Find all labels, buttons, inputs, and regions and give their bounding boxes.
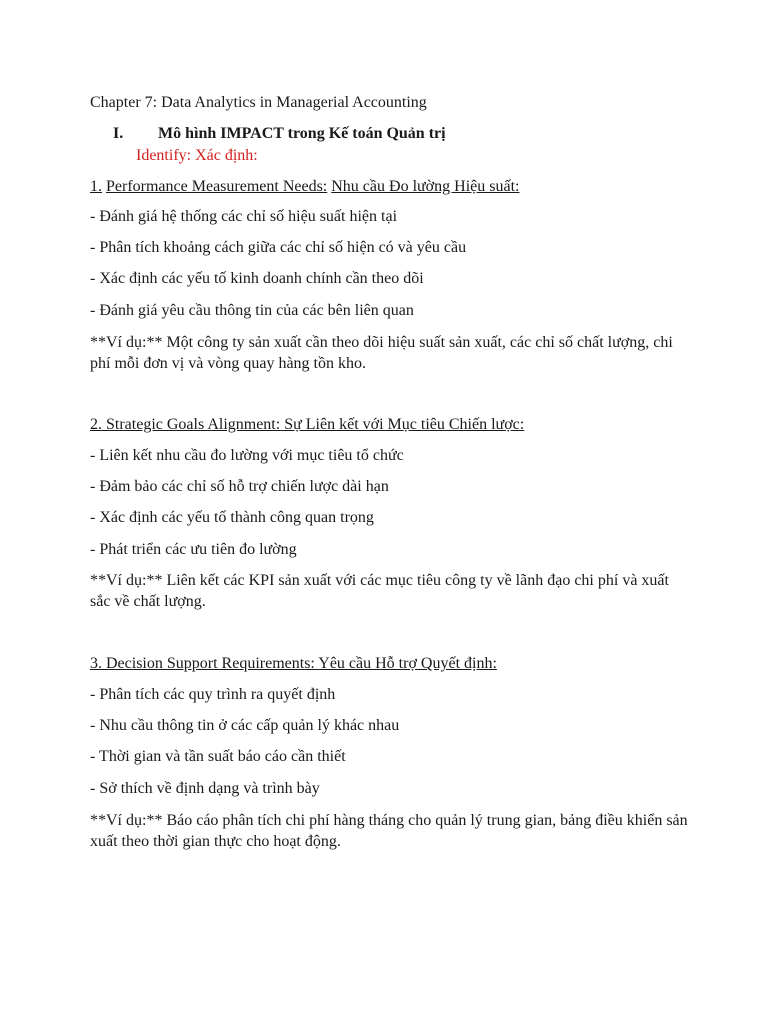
item-1-heading	[90, 177, 519, 197]
item-1-bullet: - Xác định các yếu tố kinh doanh chính cần theo dõi	[90, 270, 424, 287]
item-3-heading-en: Decision Support Requirements:	[106, 655, 315, 672]
item-3-bullet: - Nhu cầu thông tin ở các cấp quản lý khác nhau	[90, 717, 400, 734]
item-2-bullet: - Liên kết nhu cầu đo lường với mục tiêu tổ chức	[90, 447, 404, 464]
item-1-bullet: - Đánh giá hệ thống các chỉ số hiệu suất hiện tại	[90, 208, 398, 225]
item-1-bullet: - Đánh giá yêu cầu thông tin của các bên liên quan	[90, 302, 414, 319]
item-1-example: **Ví dụ:** Một công ty sản xuất cần theo dõi hiệu suất sản xuất, các chỉ số chất lượng, chi phí mỗi đơn vị và vòng quay hàng tồn kho.	[90, 334, 673, 372]
section-title: Mô hình IMPACT trong Kế toán Quản trị	[158, 125, 446, 142]
item-1-heading-vi: Nhu cầu Đo lường Hiệu suất:	[331, 178, 520, 195]
item-2-bullet: - Phát triển các ưu tiên đo lường	[90, 541, 297, 558]
item-1-heading-en: Performance Measurement Needs:	[106, 178, 328, 195]
item-3-number: 3.	[90, 655, 102, 672]
item-3-example: **Ví dụ:** Báo cáo phân tích chi phí hàng tháng cho quản lý trung gian, bảng điều khiển sản xuất theo thời gian thực cho hoạt động.	[90, 812, 688, 850]
item-2-example: **Ví dụ:** Liên kết các KPI sản xuất với các mục tiêu công ty về lãnh đạo chi phí và xuất sắc về chất lượng.	[90, 572, 669, 610]
section-numeral: I.	[113, 125, 124, 142]
item-3-heading	[90, 654, 497, 674]
item-1-bullet: - Phân tích khoảng cách giữa các chỉ số hiện có và yêu cầu	[90, 239, 467, 256]
item-3-bullet: - Phân tích các quy trình ra quyết định	[90, 686, 336, 703]
item-1-number: 1.	[90, 178, 102, 195]
item-2-heading-en: Strategic Goals Alignment:	[106, 416, 281, 433]
item-3-bullet: - Sở thích về định dạng và trình bày	[90, 780, 320, 797]
item-2-heading	[90, 415, 524, 435]
chapter-title: Chapter 7: Data Analytics in Managerial Accounting	[90, 94, 427, 111]
item-2-number: 2.	[90, 416, 102, 433]
item-2-bullet: - Xác định các yếu tố thành công quan trọng	[90, 509, 374, 526]
item-3-bullet: - Thời gian và tần suất báo cáo cần thiết	[90, 748, 346, 765]
item-2-bullet: - Đảm bảo các chỉ số hỗ trợ chiến lược dài hạn	[90, 478, 389, 495]
item-2-heading-vi: Sự Liên kết với Mục tiêu Chiến lược:	[284, 416, 525, 433]
item-3-heading-vi: Yêu cầu Hỗ trợ Quyết định:	[318, 655, 497, 672]
section-subtitle: Identify: Xác định:	[136, 147, 258, 164]
